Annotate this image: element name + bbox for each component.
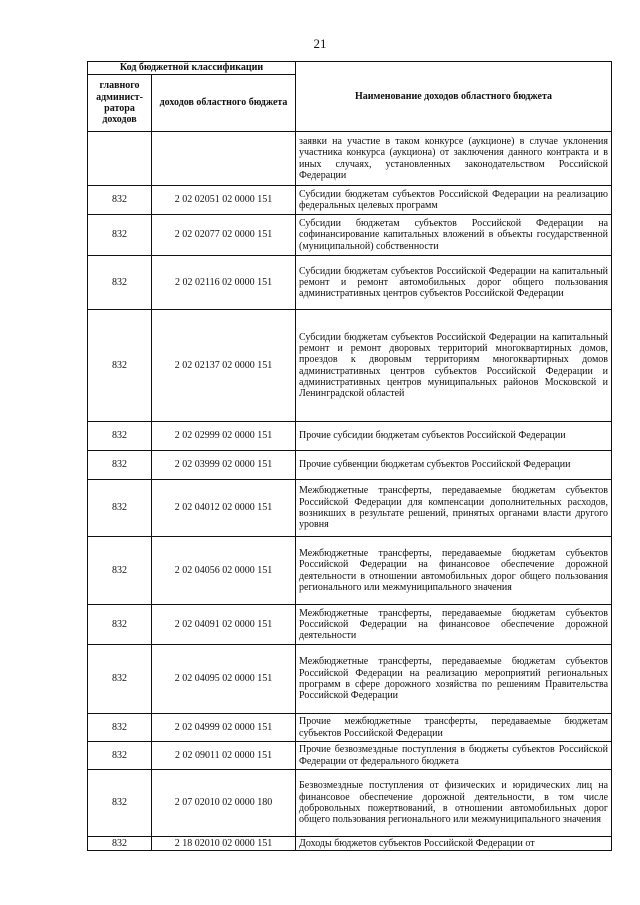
header-budget-classification-code: Код бюджетной классификации	[88, 62, 296, 75]
cell-revenue-name: Межбюджетные трансферты, передаваемые бюджетам субъектов Российской Федерации на реализацию мероприятий региональных программ в сфере дорожного хозяйства по решениям Правительства Российской Федерации	[296, 645, 612, 714]
cell-revenue-code: 2 02 04012 02 0000 151	[152, 480, 296, 537]
cell-revenue-code: 2 02 02051 02 0000 151	[152, 186, 296, 215]
table-row	[88, 714, 612, 742]
cell-revenue-name: Межбюджетные трансферты, передаваемые бюджетам субъектов Российской Федерации на финансовое обеспечение дорожной деятельности	[296, 605, 612, 645]
table-row	[88, 770, 612, 837]
cell-revenue-name: Доходы бюджетов субъектов Российской Федерации от	[296, 837, 612, 851]
page-number: 21	[313, 36, 327, 51]
cell-admin-code: 832	[88, 714, 152, 742]
header-regional-revenue-code: доходов областного бюджета	[152, 75, 296, 132]
header-chief-administrator: главного админист-ратора доходов	[88, 75, 152, 132]
cell-revenue-code	[152, 132, 296, 186]
table-row	[88, 480, 612, 537]
cell-admin-code	[88, 132, 152, 186]
header-revenue-name: Наименование доходов областного бюджета	[296, 62, 612, 132]
cell-admin-code: 832	[88, 770, 152, 837]
cell-revenue-code: 2 02 03999 02 0000 151	[152, 451, 296, 480]
table-row	[88, 645, 612, 714]
cell-admin-code: 832	[88, 256, 152, 310]
cell-revenue-name: Субсидии бюджетам субъектов Российской Федерации на капитальный ремонт и ремонт автомобильных дорог общего пользования административных центров субъектов Российской Федерации	[296, 256, 612, 310]
cell-revenue-name: Прочие субвенции бюджетам субъектов Российской Федерации	[296, 451, 612, 480]
table-row	[88, 215, 612, 256]
table-row	[88, 837, 612, 851]
cell-revenue-code: 2 02 02116 02 0000 151	[152, 256, 296, 310]
cell-revenue-code: 2 02 02999 02 0000 151	[152, 422, 296, 451]
cell-revenue-name: Субсидии бюджетам субъектов Российской Федерации на капитальный ремонт и ремонт дворовых территорий многоквартирных домов, проездов к дворовым территориям многоквартирных домов административных центров субъектов Российской Федерации и административных центров муниципальных районов Московской и Ленинградской областей	[296, 310, 612, 422]
cell-revenue-code: 2 02 09011 02 0000 151	[152, 742, 296, 770]
cell-revenue-code: 2 02 04056 02 0000 151	[152, 537, 296, 605]
cell-admin-code: 832	[88, 645, 152, 714]
cell-admin-code: 832	[88, 742, 152, 770]
cell-admin-code: 832	[88, 215, 152, 256]
cell-revenue-name: Прочие межбюджетные трансферты, передаваемые бюджетам субъектов Российской Федерации	[296, 714, 612, 742]
cell-revenue-name: Субсидии бюджетам субъектов Российской Федерации на софинансирование капитальных вложений в объекты государственной (муниципальной) собственности	[296, 215, 612, 256]
cell-admin-code: 832	[88, 451, 152, 480]
cell-revenue-code: 2 02 04095 02 0000 151	[152, 645, 296, 714]
cell-revenue-code: 2 02 02077 02 0000 151	[152, 215, 296, 256]
cell-revenue-name: Субсидии бюджетам субъектов Российской Федерации на реализацию федеральных целевых программ	[296, 186, 612, 215]
table-row	[88, 256, 612, 310]
cell-revenue-name: Межбюджетные трансферты, передаваемые бюджетам субъектов Российской Федерации на финансовое обеспечение дорожной деятельности в отношении автомобильных дорог общего пользования регионального или межмуниципального значения	[296, 537, 612, 605]
cell-revenue-name: Прочие безвозмездные поступления в бюджеты субъектов Российской Федерации от федерального бюджета	[296, 742, 612, 770]
cell-revenue-code: 2 02 04091 02 0000 151	[152, 605, 296, 645]
cell-admin-code: 832	[88, 186, 152, 215]
budget-classification-table	[87, 61, 612, 851]
cell-admin-code: 832	[88, 480, 152, 537]
cell-admin-code: 832	[88, 605, 152, 645]
cell-revenue-name: Прочие субсидии бюджетам субъектов Российской Федерации	[296, 422, 612, 451]
table-row	[88, 742, 612, 770]
cell-admin-code: 832	[88, 537, 152, 605]
cell-revenue-name: заявки на участие в таком конкурсе (аукционе) в случае уклонения участника конкурса (аукциона) от заключения данного контракта и в иных случаях, установленных законодательством Российской Федерации	[296, 132, 612, 186]
table-row	[88, 537, 612, 605]
cell-admin-code: 832	[88, 310, 152, 422]
table-row	[88, 451, 612, 480]
table-header-row-top	[88, 62, 612, 75]
table-row	[88, 132, 612, 186]
cell-revenue-code: 2 18 02010 02 0000 151	[152, 837, 296, 851]
table-body	[88, 132, 612, 851]
cell-revenue-code: 2 02 02137 02 0000 151	[152, 310, 296, 422]
cell-admin-code: 832	[88, 422, 152, 451]
cell-revenue-code: 2 02 04999 02 0000 151	[152, 714, 296, 742]
cell-admin-code: 832	[88, 837, 152, 851]
table-row	[88, 310, 612, 422]
cell-revenue-name: Межбюджетные трансферты, передаваемые бюджетам субъектов Российской Федерации для компенсации дополнительных расходов, возникших в результате решений, принятых органами власти другого уровня	[296, 480, 612, 537]
table-row	[88, 422, 612, 451]
cell-revenue-code: 2 07 02010 02 0000 180	[152, 770, 296, 837]
table-row	[88, 186, 612, 215]
table-row	[88, 605, 612, 645]
cell-revenue-name: Безвозмездные поступления от физических и юридических лиц на финансовое обеспечение дорожной деятельности, в том числе добровольных пожертвований, в отношении автомобильных дорог общего пользования регионального или межмуниципального значения	[296, 770, 612, 837]
